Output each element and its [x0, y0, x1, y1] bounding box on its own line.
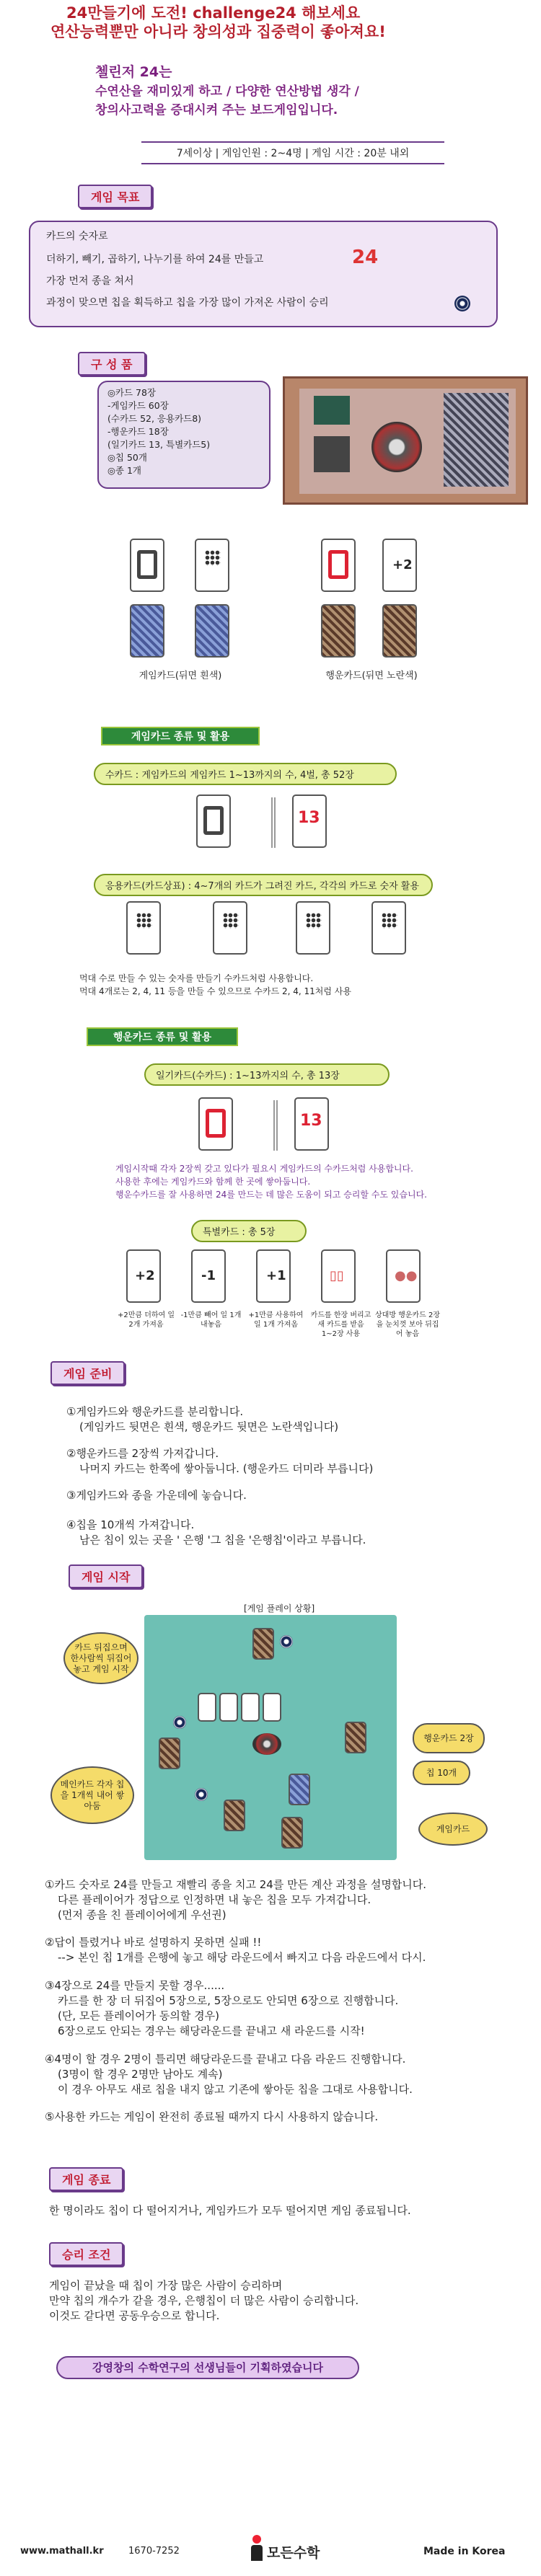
goal-line3: 가장 먼저 종을 쳐서: [46, 275, 134, 287]
special-text-5: 상대방 행운카드 2장을 눈치껏 보아 뒤집어 놓음: [375, 1311, 440, 1338]
special-text-3: +1만큼 사용하여 일 1개 가져옴: [248, 1311, 304, 1329]
app-card-info: 응용카드(카드상표) : 4~7개의 카드가 그려진 카드, 각각의 카드로 숫자 활용: [94, 874, 433, 896]
rule-3c: (단, 모든 플레이어가 동의할 경우): [58, 2009, 219, 2022]
rule-4a: ④4명이 할 경우 2명이 틀리면 해당라운드를 끝내고 다음 라운드 진행합니다.: [45, 2053, 406, 2066]
luck-num-card-1: [198, 1097, 233, 1151]
app-card-4: [371, 901, 406, 955]
special-text-2: -1만큼 빼어 일 1개 내놓음: [180, 1311, 242, 1329]
rule-3b: 카드를 한 장 더 뒤집어 5장으로, 5장으로도 안되면 6장으로 진행합니다.: [58, 1994, 399, 2007]
components-tag: 구 성 품: [78, 352, 146, 376]
win-l1: 게임이 끝났을 때 칩이 가장 많은 사람이 승리하며: [49, 2279, 283, 2292]
special-card-plus1: +1: [256, 1249, 291, 1303]
prep-s2a: ②행운카드를 2장씩 가져갑니다.: [66, 1447, 219, 1460]
end-tag: 게임 종료: [49, 2167, 123, 2191]
prep-s3: ③게임카드와 종을 가운데에 놓습니다.: [66, 1489, 247, 1502]
num-card-13-label: 13: [298, 809, 320, 827]
callout-bank: 메인카드 각자 칩을 1개씩 내어 쌓아둠: [50, 1766, 134, 1824]
rule-3d: 6장으로도 안되는 경우는 해당라운드를 끝내고 새 라운드를 시작!: [58, 2024, 365, 2037]
special-card-swap: ▯▯: [321, 1249, 356, 1303]
header-line2: 연산능력뿐만 아니라 창의성과 집중력이 좋아져요!: [50, 23, 386, 40]
goal-line1: 카드의 숫자로: [46, 231, 108, 242]
prep-tag: 게임 준비: [50, 1361, 125, 1385]
callout-luck: 행운카드 2장: [413, 1723, 485, 1753]
box-photo: [283, 376, 528, 505]
special-text-1: +2만큼 더하여 일 2개 가져옴: [117, 1311, 175, 1329]
special-card-peek: ●●: [386, 1249, 421, 1303]
board-title: [게임 플레이 상황]: [244, 1603, 315, 1614]
comp-item: -행운카드 18장: [107, 426, 169, 437]
players-info: 게임인원 : 2~4명: [221, 148, 302, 159]
luck-desc1: 게임시작때 각자 2장씩 갖고 있다가 필요시 게임카드의 수카드처럼 사용합니다.: [115, 1164, 413, 1174]
credit-pill: 강영창의 수학연구의 선생님들이 기획하였습니다: [56, 2356, 359, 2379]
gamecard-desc2: 먹대 4개로는 2, 4, 11 등을 만들 수 있으므로 수카드 2, 4, 11처럼 사용: [79, 986, 351, 996]
header-sub2: 수연산을 재미있게 하고 / 다양한 연산방법 생각 /: [95, 84, 359, 99]
win-l3: 이것도 같다면 공동우승으로 합니다.: [49, 2309, 220, 2322]
goal-tag: 게임 목표: [78, 185, 152, 208]
comp-item: ◎칩 50개: [107, 452, 147, 463]
header-sub3: 창의사고력을 증대시켜 주는 보드게임입니다.: [95, 103, 338, 118]
goal-line4: 과정이 맞으면 칩을 획득하고 칩을 가장 많이 가져온 사람이 승리: [46, 297, 329, 309]
rule-4c: 이 경우 아무도 새로 칩을 내지 않고 기존에 쌓아둔 칩을 그대로 사용합니다.: [58, 2083, 413, 2096]
num-card-13: [292, 795, 327, 848]
gamecard-banner: 게임카드 종류 및 활용: [101, 727, 260, 745]
header-sub1: 첼린저 24는: [95, 64, 172, 80]
luck-desc3: 행운수카드를 잘 사용하면 24를 만드는 데 많은 도움이 되고 승리할 수도 있습니다.: [115, 1190, 427, 1200]
rule-5: ⑤사용한 카드는 게임이 완전히 종료될 때까지 다시 사용하지 않습니다.: [45, 2110, 379, 2123]
rule-1a: ①카드 숫자로 24를 만들고 재빨리 종을 치고 24를 만든 계산 과정을 설명합니다.: [45, 1878, 427, 1891]
luckcard-banner: 행운카드 종류 및 활용: [87, 1027, 238, 1046]
brand-logo-icon: [250, 2535, 264, 2562]
app-card-3: [296, 901, 330, 955]
game-card-caption: 게임카드(뒤면 흰색): [138, 670, 222, 681]
comp-item: (수카드 52, 응용카드8): [107, 413, 202, 424]
special-card-plus2: +2: [126, 1249, 161, 1303]
comp-item: ◎카드 78장: [107, 387, 157, 398]
game-card-front-2: [195, 539, 229, 592]
rule-1b: 다른 플레이어가 정답으로 인정하면 내 놓은 칩을 모두 가져갑니다.: [58, 1893, 371, 1906]
comp-item: ◎종 1개: [107, 465, 141, 476]
time-info: 게임 시간 : 20분 내외: [312, 148, 410, 159]
luck-num-info: 일기카드(수카드) : 1~13까지의 수, 총 13장: [144, 1063, 390, 1086]
prep-s4a: ④칩을 10개씩 가져갑니다.: [66, 1518, 195, 1531]
callout-chips: 칩 10개: [413, 1761, 470, 1785]
comp-item: (일기카드 13, 특별카드5): [107, 439, 211, 450]
footer-url[interactable]: www.mathall.kr: [20, 2546, 104, 2557]
age-info: 7세이상: [176, 148, 213, 159]
num-card-info: 수카드 : 게임카드의 게임카드 1~13까지의 수, 4벌, 총 52장: [94, 763, 397, 785]
comp-item: -게임카드 60장: [107, 400, 169, 411]
start-tag: 게임 시작: [69, 1564, 143, 1588]
callout-start: 카드 뒤집으며 한사람씩 뒤집어 놓고 게임 시작: [63, 1632, 138, 1684]
luck-card-caption: 행운카드(뒤면 노란색): [325, 670, 418, 681]
rule-2a: ②답이 틀렸거나 바로 설명하지 못하면 실패 !!: [45, 1936, 262, 1949]
gamecard-desc1: 먹대 수로 만들 수 있는 숫자를 만들기 수카드처럼 사용합니다.: [79, 973, 314, 983]
game-card-back-2: [195, 604, 229, 658]
goal-line2: 더하기, 빼기, 곱하기, 나누기를 하여 24를 만들고: [46, 254, 264, 265]
components-box: [97, 381, 270, 489]
game-card-front: [130, 539, 164, 592]
special-text-4: 카드를 한장 버리고 새 카드를 받음 1~2장 사용: [310, 1311, 371, 1338]
header-line1: 24만들기에 도전! challenge24 해보세요: [66, 4, 361, 22]
luck-num-card-13: [294, 1097, 329, 1151]
game-card-back: [130, 604, 164, 658]
win-tag: 승리 조건: [49, 2242, 123, 2266]
rule-4b: (3명이 할 경우 2명만 남아도 계속): [58, 2068, 223, 2081]
footer-made: Made in Korea: [423, 2546, 506, 2557]
num-card-1: [196, 795, 231, 848]
goal-24: 24: [352, 247, 379, 268]
rule-1c: (먼저 종을 친 플레이어에게 우선권): [58, 1908, 226, 1921]
win-l2: 만약 칩의 개수가 같을 경우, 은행칩이 더 많은 사람이 승리합니다.: [49, 2294, 359, 2307]
luck-card-stack: [234, 1100, 278, 1151]
prep-s4b: 남은 칩이 있는 곳을 ' 은행 '그 칩을 '은행칩'이라고 부릅니다.: [79, 1533, 366, 1546]
prep-s1a: ①게임카드와 행운카드를 분리합니다.: [66, 1405, 244, 1418]
luck-num-card-13-label: 13: [300, 1112, 322, 1130]
prep-s1b: (게임카드 뒷면은 흰색, 행운카드 뒷면은 노란색입니다): [79, 1420, 339, 1433]
bell-icon: [371, 422, 422, 472]
luck-card-back-2: [382, 604, 417, 658]
special-info: 특별카드 : 총 5장: [191, 1220, 307, 1242]
special-card-minus1: -1: [191, 1249, 226, 1303]
chip-icon: [454, 296, 470, 311]
luck-desc2: 사용한 후에는 게임카드와 함께 한 곳에 쌓아둡니다.: [115, 1177, 311, 1187]
app-card-2: [213, 901, 247, 955]
rule-2b: --> 본인 칩 1개를 은행에 놓고 해당 라운드에서 빠지고 다음 라운드에서 다시.: [58, 1951, 426, 1964]
footer-phone: 1670-7252: [128, 2546, 180, 2557]
end-text: 한 명이라도 칩이 다 떨어지거나, 게임카드가 모두 떨어지면 게임 종료됩니다.: [49, 2204, 411, 2217]
callout-gamecard: 게임카드: [418, 1813, 488, 1846]
luck-card-back: [321, 604, 356, 658]
app-card-1: [126, 901, 161, 955]
luck-card-front: [321, 539, 356, 592]
rule-3a: ③4장으로 24를 만들지 못할 경우......: [45, 1979, 225, 1992]
info-bar: 7세이상 | 게임인원 : 2~4명 | 게임 시간 : 20분 내외: [141, 141, 444, 164]
footer-brand: 모든수학: [267, 2545, 320, 2561]
card-stack: [232, 797, 276, 848]
luck-card-front-2: +2: [382, 539, 417, 592]
play-board: [144, 1615, 397, 1860]
prep-s2b: 나머지 카드는 한쪽에 쌓아둡니다. (행운카드 더미라 부릅니다): [79, 1462, 374, 1475]
